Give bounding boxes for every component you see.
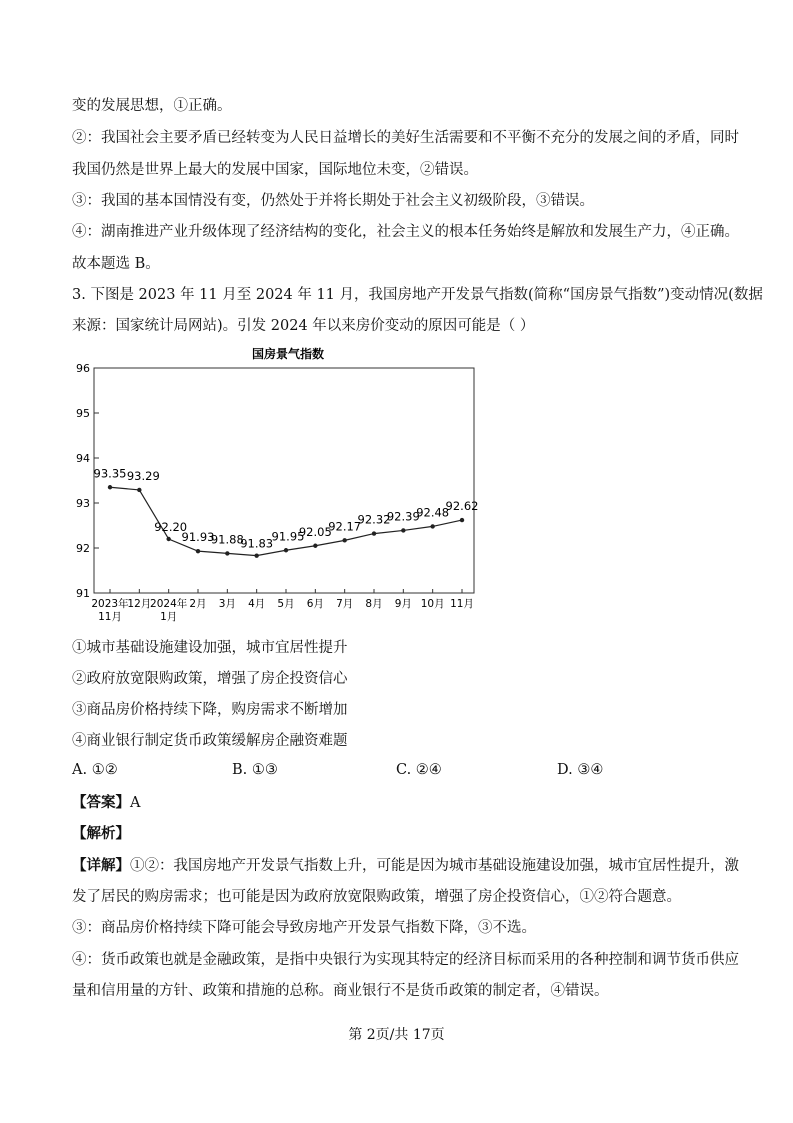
option-c: C. ②④ xyxy=(396,762,442,778)
x-tick-label: 2023年 xyxy=(91,598,129,610)
detail-label: 【详解】 xyxy=(72,857,130,874)
data-label: 92.05 xyxy=(298,524,332,539)
x-tick-label: 8月 xyxy=(365,598,383,610)
x-tick-label: 12月 xyxy=(127,598,152,610)
data-point xyxy=(225,551,229,555)
answer-line xyxy=(72,793,140,813)
x-tick-label: 7月 xyxy=(336,598,354,610)
statement-2: ②政府放宽限购政策，增强了房企投资信心 xyxy=(72,671,348,687)
data-label: 92.32 xyxy=(357,512,391,527)
data-label: 93.35 xyxy=(93,466,127,481)
data-label: 91.83 xyxy=(240,536,274,551)
data-point xyxy=(342,538,346,542)
x-tick-label: 4月 xyxy=(248,598,266,610)
data-point xyxy=(108,485,112,489)
y-tick-label: 93 xyxy=(76,497,90,510)
detail-line: ③：商品房价格持续下降可能会导致房地产开发景气指数下降，③不选。 xyxy=(72,920,536,936)
x-tick-label: 10月 xyxy=(420,598,445,610)
x-tick-label: 2024年 xyxy=(150,598,188,610)
x-tick-label: 3月 xyxy=(218,598,236,610)
analysis-label: 【解析】 xyxy=(72,825,130,842)
data-label: 92.48 xyxy=(416,505,450,520)
question-3-line: 3. 下图是 2023 年 11 月至 2024 年 11 月，我国房地产开发景气指数(简称“国房景气指数”)变动情况(数据 xyxy=(72,287,763,303)
paragraph-line: ③：我国的基本国情没有变，仍然处于并将长期处于社会主义初级阶段，③错误。 xyxy=(72,193,594,209)
y-tick-label: 96 xyxy=(76,362,90,375)
statement-1: ①城市基础设施建设加强，城市宜居性提升 xyxy=(72,640,348,656)
y-tick-label: 95 xyxy=(76,407,90,420)
data-point xyxy=(372,531,376,535)
paragraph-line: 变的发展思想，①正确。 xyxy=(72,98,232,114)
chart xyxy=(66,346,486,626)
data-point xyxy=(254,553,258,557)
answer-value: A xyxy=(130,795,141,811)
x-tick-label: 2月 xyxy=(189,598,207,610)
detail-text: ①②：我国房地产开发景气指数上升，可能是因为城市基础设施建设加强，城市宜居性提升，激 xyxy=(130,858,739,874)
statement-3: ③商品房价格持续下降，购房需求不断增加 xyxy=(72,702,348,718)
x-tick-label: 5月 xyxy=(277,598,295,610)
y-tick-label: 91 xyxy=(76,587,90,600)
chart-title: 国房景气指数 xyxy=(251,347,325,361)
data-point xyxy=(284,548,288,552)
line-chart xyxy=(66,346,486,626)
data-label: 92.17 xyxy=(328,519,362,534)
data-label: 91.88 xyxy=(210,532,244,547)
data-point xyxy=(460,518,464,522)
x-tick-label: 9月 xyxy=(394,598,412,610)
option-a: A. ①② xyxy=(72,762,118,778)
x-tick-label-line2: 1月 xyxy=(160,611,178,623)
data-label: 93.29 xyxy=(126,468,160,483)
data-point xyxy=(137,488,141,492)
y-tick-label: 94 xyxy=(76,452,90,465)
data-point xyxy=(166,537,170,541)
y-tick-label: 92 xyxy=(76,542,90,555)
x-tick-label-line2: 11月 xyxy=(98,611,122,623)
option-b: B. ①③ xyxy=(232,762,278,778)
detail-line: 量和信用量的方针、政策和措施的总称。商业银行不是货币政策的制定者，④错误。 xyxy=(72,983,609,999)
data-point xyxy=(196,549,200,553)
data-label: 92.20 xyxy=(154,520,188,534)
option-d: D. ③④ xyxy=(557,762,604,778)
answer-label: 【答案】 xyxy=(72,794,130,811)
x-tick-label: 11月 xyxy=(450,598,474,610)
detail-line: ④：货币政策也就是金融政策，是指中央银行为实现其特定的经济目标而采用的各种控制和调节货币供应 xyxy=(72,952,739,968)
data-label: 92.39 xyxy=(386,509,420,524)
statement-4: ④商业银行制定货币政策缓解房企融资难题 xyxy=(72,733,348,749)
x-tick-label: 6月 xyxy=(306,598,324,610)
data-label: 91.95 xyxy=(271,529,305,544)
data-point xyxy=(401,528,405,532)
data-point xyxy=(313,544,317,548)
question-3-line: 来源：国家统计局网站)。引发 2024 年以来房价变动的原因可能是（ ） xyxy=(72,318,535,334)
data-label: 92.62 xyxy=(445,499,479,514)
detail-line: 发了居民的购房需求；也可能是因为政府放宽限购政策，增强了房企投资信心，①②符合题意。 xyxy=(72,889,681,905)
page-footer: 第 2页/共 17页 xyxy=(348,1027,445,1043)
paragraph-line: ④：湖南推进产业升级体现了经济结构的变化，社会主义的根本任务始终是解放和发展生产力，④正确。 xyxy=(72,224,739,240)
detail-line xyxy=(72,856,739,876)
paragraph-line: ②：我国社会主要矛盾已经转变为人民日益增长的美好生活需要和不平衡不充分的发展之间的矛盾，同时 xyxy=(72,130,739,146)
data-point xyxy=(430,524,434,528)
paragraph-line: 我国仍然是世界上最大的发展中国家，国际地位未变，②错误。 xyxy=(72,162,478,178)
paragraph-line: 故本题选 B。 xyxy=(72,256,160,272)
data-label: 91.93 xyxy=(181,530,215,545)
